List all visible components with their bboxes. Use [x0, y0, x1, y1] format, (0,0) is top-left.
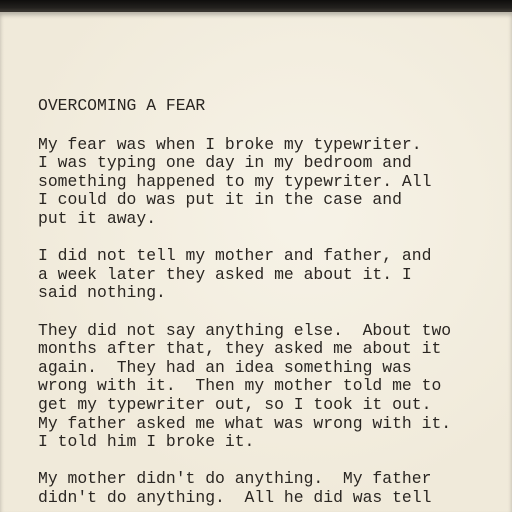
text-line: My father asked me what was wrong with it.	[38, 413, 452, 433]
paragraph-2	[38, 247, 508, 303]
text-line: said nothing.	[38, 283, 166, 303]
essay-title: OVERCOMING A FEAR	[38, 96, 206, 115]
text-line: I did not tell my mother and father, and	[38, 246, 432, 266]
text-line: get my typewriter out, so I took it out.	[38, 394, 432, 414]
text-line: something happened to my typewriter. All	[38, 171, 432, 191]
paragraph-1	[38, 136, 508, 229]
paragraph-4	[38, 470, 508, 507]
text-line: didn't do anything. All he did was tell	[38, 487, 432, 507]
text-line: a week later they asked me about it. I	[38, 264, 412, 284]
typewritten-essay	[38, 97, 508, 512]
text-line: months after that, they asked me about it	[38, 339, 442, 359]
paragraph-3	[38, 322, 508, 452]
text-line: I was typing one day in my bedroom and	[38, 153, 412, 173]
text-line: again. They had an idea something was	[38, 357, 412, 377]
text-line: put it away.	[38, 208, 157, 228]
text-line: My mother didn't do anything. My father	[38, 469, 432, 489]
text-line: I told him I broke it.	[38, 432, 255, 452]
text-line: I could do was put it in the case and	[38, 190, 402, 210]
text-line: They did not say anything else. About two	[38, 320, 452, 340]
text-line: wrong with it. Then my mother told me to	[38, 376, 442, 396]
typed-page	[0, 12, 512, 512]
text-line: My fear was when I broke my typewriter.	[38, 134, 422, 154]
